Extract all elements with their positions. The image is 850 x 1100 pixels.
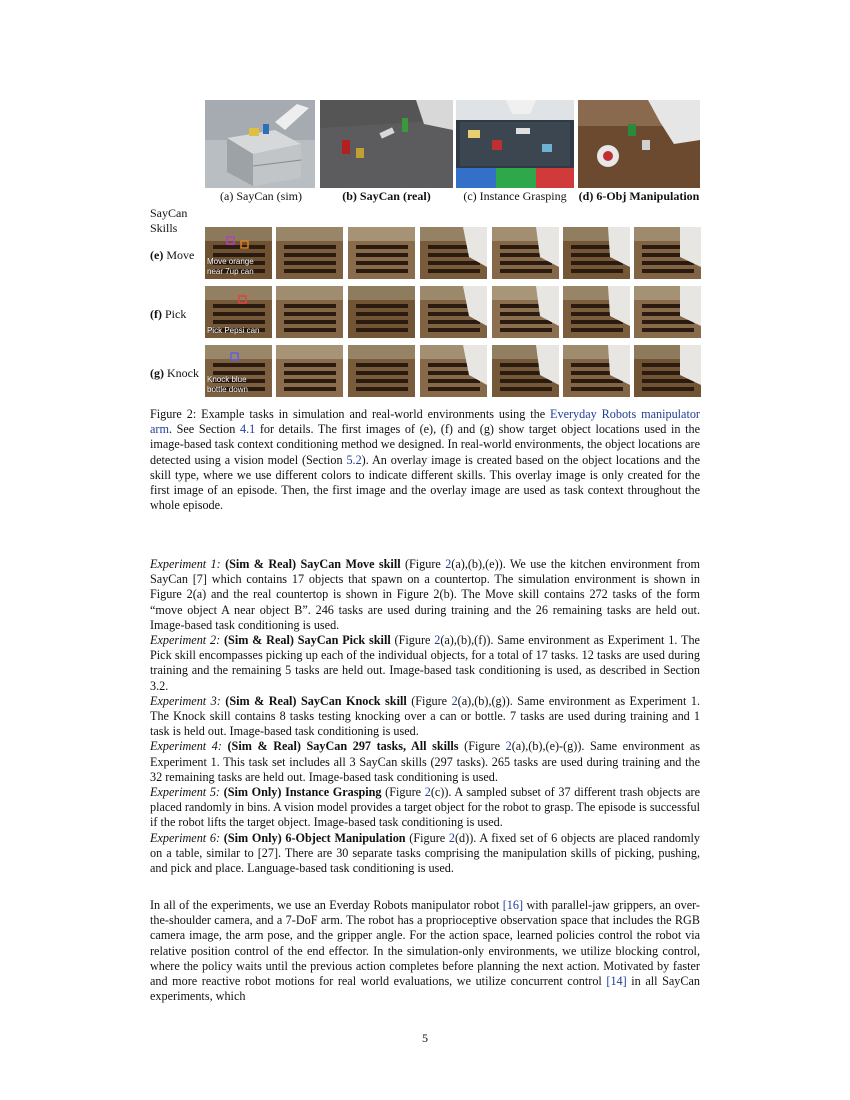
panel-caption-b: (b) SayCan (real) [342,189,431,203]
skills-heading-line-1: SayCan [150,206,188,220]
skill-frame [205,345,272,397]
skill-frame [348,227,415,279]
row-label-pick: (f) Pick [150,307,187,321]
figure-ref-link[interactable]: 2 [445,557,452,571]
caption-link-robot[interactable]: Everyday Robots manipulator arm [150,407,700,437]
citation-link[interactable]: [14] [606,974,627,989]
experiment-label: Experiment 2: [150,633,221,648]
experiment-text: We use the kitchen environment from SayCan [7] which contains 17 objects that spawn on a countertop. The simulation environment is shown in Figure 2(a) and the real countertop is shown in Figure 2(b). The Move skill contains 272 tasks of the form “move object A near object B”. 246 tasks are used during training and the 26 remaining tasks are held out. Image-based task conditioning is used. [150,557,700,632]
experiment-title: (Sim Only) Instance Grasping [219,785,382,800]
skills-heading [150,206,187,236]
page-number: 5 [422,1031,428,1045]
saycan-sim-image [205,100,315,188]
citation-link[interactable]: [16] [502,898,524,912]
experiment-2: Experiment 2: (Sim & Real) SayCan Pick skill (Figure 2(a),(b),(f)). Same environment as Experiment 1. The Pick skill encompasses picking up each of the individual objects, for a total of 17 tasks. 12 tasks are used during training and the remaining 5 tasks are held out. Image-based task conditioning is used, as described in Section 3.2. [150,633,700,693]
caption-link-section-5-2[interactable]: 5.2 [346,452,362,467]
row-label-knock: (g) Knock [150,366,199,380]
experiments-section [150,557,700,876]
panel-caption-c: (c) Instance Grasping [463,189,567,203]
skill-frame [634,286,701,338]
experiment-text: A fixed set of 6 objects are placed randomly on a table, similar to [27]. There are 30 separate tasks comprising the manipulation skills of picking, pushing, and pick and place. Language-based task conditioning is used. [150,830,700,876]
skill-frame [348,286,415,338]
experiment-6: Experiment 6: (Sim Only) 6-Object Manipulation (Figure 2(d)). A fixed set of 6 objects are placed randomly on a table, similar to [27]. There are 30 separate tasks comprising the manipulation skills of picking, pushing, and pick and place. Language-based task conditioning is used. [150,830,700,876]
skill-frame [563,345,630,397]
experiment-5: Experiment 5: (Sim Only) Instance Grasping (Figure 2(c)). A sampled subset of 37 different trash objects are placed randomly in bins. A vision model provides a target object for the robot to grasp. The episode is successful if the robot lifts the target object. Image-based task conditioning is used. [150,785,700,830]
six-object-manipulation-image [578,100,700,188]
skill-frame [563,286,630,338]
experiment-text: Same environment as Experiment 1. The Pick skill encompasses picking up each of the individual objects, for a total of 17 tasks. 12 tasks are used during training and the remaining 5 tasks are held out. Image-based task conditioning is used, as described in Section 3.2. [150,633,700,693]
final-paragraph [150,898,700,1004]
skills-heading-line-2: Skills [150,221,178,235]
skill-frame [276,227,343,279]
skill-frame [420,286,487,338]
experiment-3: Experiment 3: (Sim & Real) SayCan Knock skill (Figure 2(a),(b),(g)). Same environment as Experiment 1. The Knock skill contains 8 tasks testing knocking over a can or bottle. 7 tasks are used during training and 1 task is held out. Image-based task conditioning is used. [150,693,700,739]
final-paragraph-text: In all of the experiments, we use an Everday Robots manipulator robot [16] with parallel-jaw grippers, an over-the-shoulder camera, and a 7-DoF arm. The robot has a proprioceptive observation space that includes the RGB camera image, the arm pose, and the gripper angle. For the action space, learned policies control the robot via relative position control of the end effector. In the simulation-only environments, we utilize blocking control, where the policy waits until the previous action completes before planning the next action. Motivated by faster and more reactive robot motions for real world evaluations, we utilize concurrent control [14] in all SayCan experiments, which [150,898,700,1004]
experiment-text: A sampled subset of 37 different trash objects are placed randomly in bins. A vision model provides a target object for the robot to grasp. The episode is successful if the robot lifts the target object. Image-based task conditioning is used. [150,785,700,830]
skill-frame [205,227,272,279]
overlay-text: Move orange [207,257,254,266]
skill-frame [276,286,343,338]
experiment-text: Same environment as Experiment 1. This task set includes all 3 SayCan skills (297 tasks). 265 tasks are used during training and the 32 remaining tasks are held out. Image-based task conditioning is used. [150,739,701,784]
figure-ref-link[interactable]: 2 [451,693,458,708]
figure-ref-link[interactable]: 2 [505,739,512,754]
overlay-text: Pick Pepsi can [207,326,260,335]
skill-frame [276,345,343,397]
overlay-text: near 7up can [207,267,254,276]
skill-frame [492,227,559,279]
overlay-text: bottle down [207,385,248,394]
skill-frame [563,227,630,279]
overlay-text: Knock blue [207,375,247,384]
panel-caption-d: (d) 6-Obj Manipulation [578,189,700,203]
figure-ref-link[interactable]: 2 [434,633,441,648]
experiment-label: Experiment 5: [150,785,220,800]
row-label-move: (e) Move [150,248,195,262]
experiment-label: Experiment 6: [150,830,221,845]
figure-ref-link[interactable]: 2 [424,785,431,800]
skill-frame [205,286,272,338]
experiment-label: Experiment 4: [150,739,222,754]
skill-frame [634,227,701,279]
skill-frame [420,345,487,397]
experiment-1: Experiment 1: (Sim & Real) SayCan Move skill (Figure 2(a),(b),(e)). We use the kitchen environment from SayCan [7] which contains 17 objects that spawn on a countertop. The simulation environment is shown in Figure 2(a) and the real countertop is shown in Figure 2(b). The Move skill contains 272 tasks of the form “move object A near object B”. 246 tasks are used during training and the 26 remaining tasks are held out. Image-based task conditioning is used. [150,557,700,632]
experiment-title: (Sim & Real) SayCan Move skill [220,557,401,571]
experiment-4: Experiment 4: (Sim & Real) SayCan 297 tasks, All skills (Figure 2(a),(b),(e)-(g)). Same environment as Experiment 1. This task set includes all 3 SayCan skills (297 tasks). 265 tasks are used during training and the 32 remaining tasks are held out. Image-based task conditioning is used. [150,739,701,784]
experiment-label: Experiment 1: [150,557,221,571]
skill-frame [420,227,487,279]
instance-grasping-image [456,100,574,188]
experiment-label: Experiment 3: [150,693,221,708]
experiment-title: (Sim & Real) SayCan Knock skill [220,693,407,708]
skill-frame [492,286,559,338]
figure-caption: Figure 2: Example tasks in simulation and real-world environments using the Everyday Robots manipulator arm. See Section 4.1 for details. The first images of (e), (f) and (g) show target object locations used in the image-based task context conditioning method we designed. In real-world environments, the object locations are detected using a vision model (Section 5.2). An overlay image is created based on the object locations and the skill type, where we use different colors to indicate different skills. This overlay image is only created for the first image of an episode. Then, the first image and the overlay image are used as task context throughout the whole episode. [150,407,700,513]
figure-ref-link[interactable]: 2 [448,830,455,845]
experiment-title: (Sim & Real) SayCan Pick skill [220,633,391,648]
saycan-real-image [320,100,453,188]
panel-caption-a: (a) SayCan (sim) [220,189,302,203]
caption-link-section-4-1[interactable]: 4.1 [239,422,256,437]
skill-frame [492,345,559,397]
experiment-text: Same environment as Experiment 1. The Knock skill contains 8 tasks testing knocking over a can or bottle. 7 tasks are used during training and 1 task is held out. Image-based task conditioning is used. [150,693,700,739]
skill-frame [348,345,415,397]
experiment-title: (Sim Only) 6-Object Manipulation [220,830,406,845]
experiment-title: (Sim & Real) SayCan 297 tasks, All skills [221,739,459,754]
skill-frame [634,345,701,397]
